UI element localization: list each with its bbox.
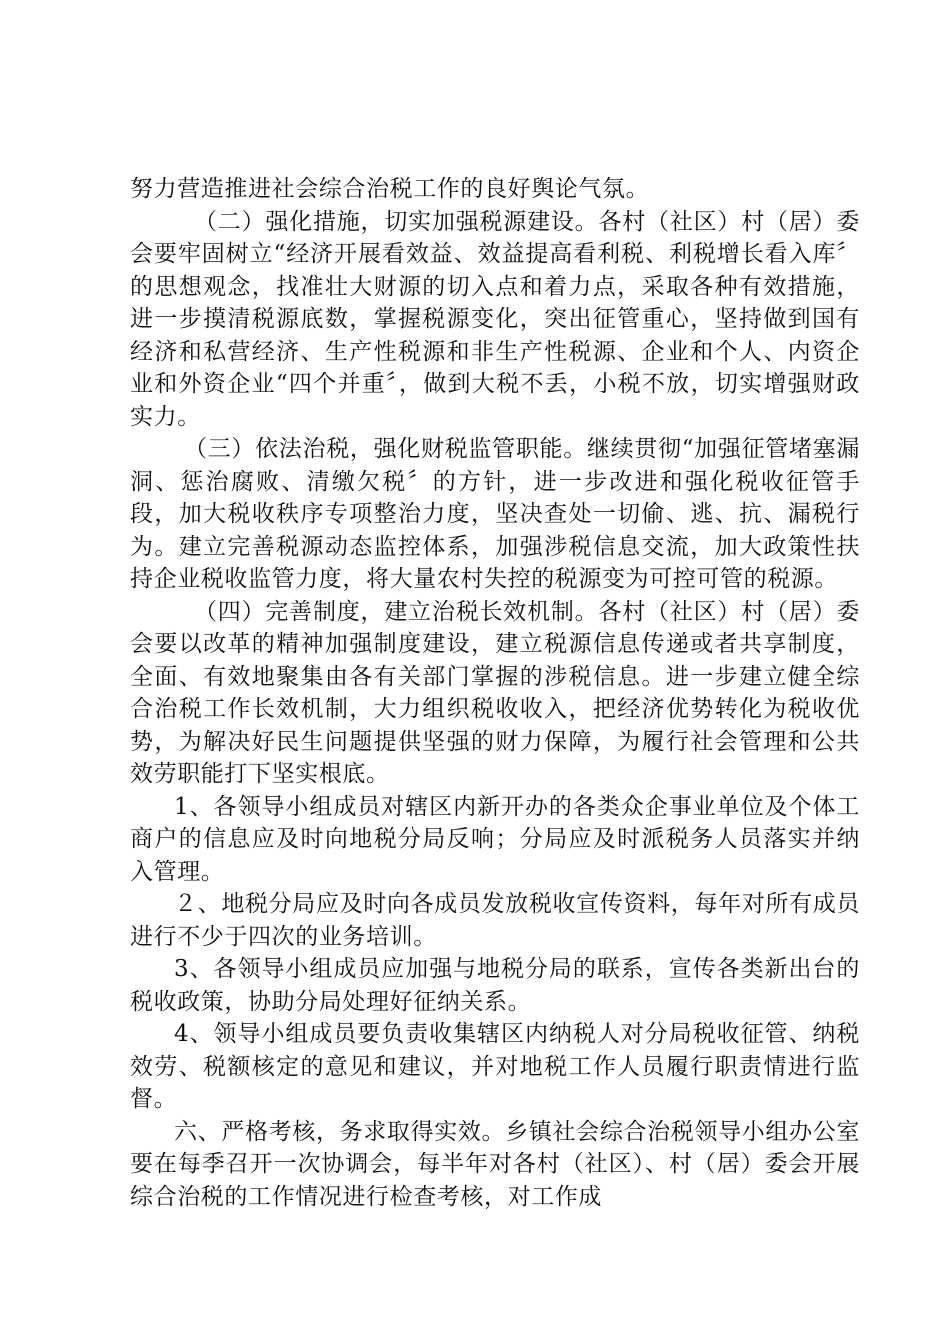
paragraph-section-three: （三）依法治税，强化财税监管职能。继续贯彻“加强征管堵塞漏洞、惩治腐败、清缴欠税〞的方针，进一步改进和强化税收征管手段，加大税收秩序专项整治力度，坚决查处一切偷、逃、抗、漏税行为。建立完善税源动态监控体系，加强涉税信息交流，加大政策性扶持企业税收监管力度，将大量农村失控的税源变为可控可管的税源。 [130, 436, 860, 592]
paragraph-item-3: 3、各领导小组成员应加强与地税分局的联系，宣传各类新出台的税收政策，协助分局处理好征纳关系。 [130, 956, 860, 1015]
paragraph-section-four: （四）完善制度，建立治税长效机制。各村（社区）村（居）委会要以改革的精神加强制度建设，建立税源信息传递或者共享制度，全面、有效地聚集由各有关部门掌握的涉税信息。进一步建立健全综合治税工作长效机制，大力组织税收收入，把经济优势转化为税收优势，为解决好民生问题提供坚强的财力保障，为履行社会管理和公共效劳职能打下坚实根底。 [130, 598, 860, 787]
paragraph-item-1: 1、各领导小组成员对辖区内新开办的各类众企事业单位及个体工商户的信息应及时向地税分局反响；分局应及时派税务人员落实并纳入管理。 [130, 793, 860, 885]
paragraph-item-4: 4、领导小组成员要负责收集辖区内纳税人对分局税收征管、纳税效劳、税额核定的意见和建议，并对地税工作人员履行职责情进行监督。 [130, 1021, 860, 1112]
paragraph-intro-continuation: 努力营造推进社会综合治税工作的良好舆论气氛。 [130, 176, 650, 202]
document-page [130, 173, 860, 1213]
paragraph-section-two: （二）强化措施，切实加强税源建设。各村（社区）村（居）委会要牢固树立“经济开展看效益、效益提高看利税、利税增长看入库〞的思想观念，找准壮大财源的切入点和着力点，采取各种有效措施，进一步摸清税源底数，掌握税源变化，突出征管重心，坚持做到国有经济和私营经济、生产性税源和非生产性税源、企业和个人、内资企业和外资企业“四个并重〞，做到大税不丢，小税不放，切实增强财政实力。 [130, 208, 860, 430]
paragraph-section-six: 六、严格考核，务求取得实效。乡镇社会综合治税领导小组办公室要在每季召开一次协调会，每半年对各村（社区）、村（居）委会开展综合治税的工作情况进行检查考核，对工作成 [130, 1118, 860, 1210]
paragraph-item-2: ２、地税分局应及时向各成员发放税收宣传资料，每年对所有成员进行不少于四次的业务培训。 [130, 891, 860, 950]
